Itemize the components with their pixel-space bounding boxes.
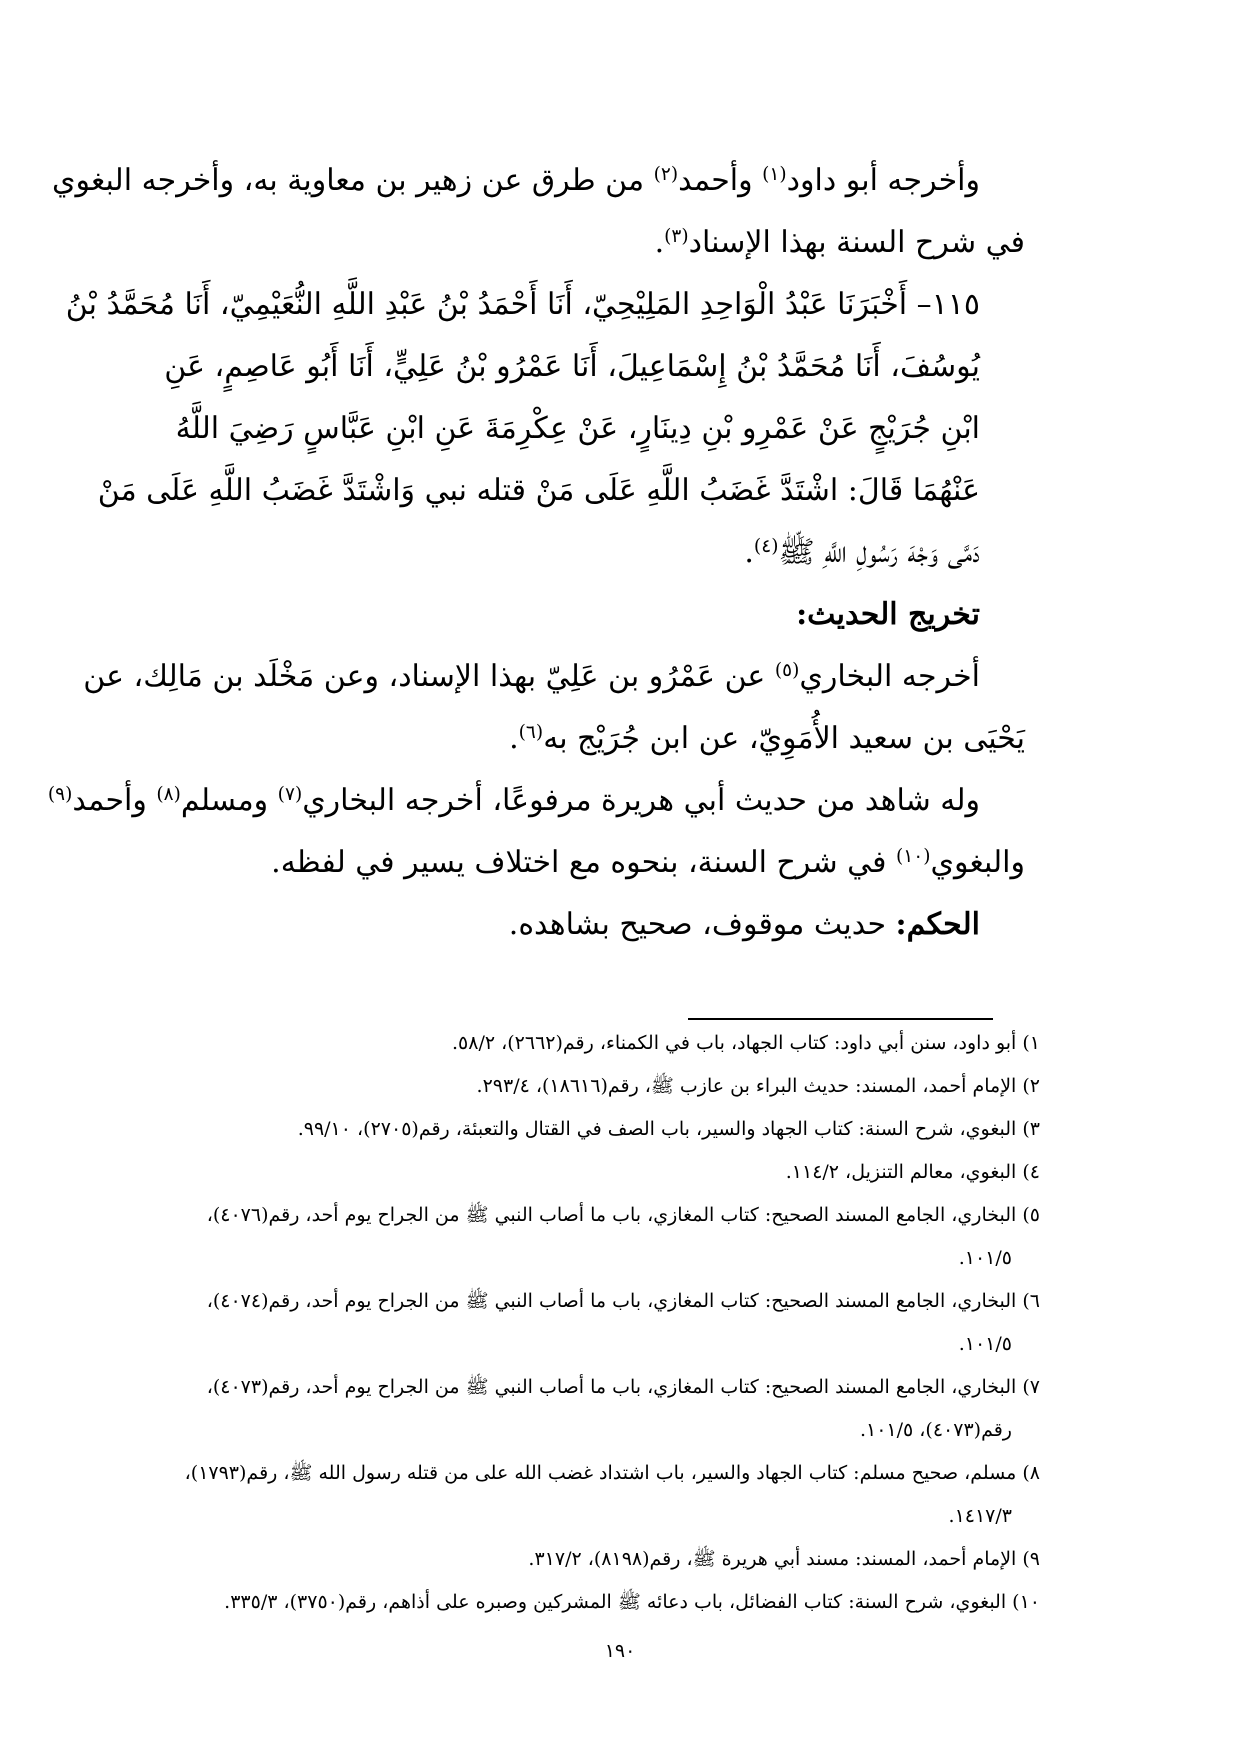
section-heading: تخريج الحديث:	[796, 597, 980, 632]
footnote-ref[interactable]: (٩)	[47, 783, 73, 805]
footnote-item: ٢) الإمام أحمد، المسند: حديث البراء بن عازب ﷺ، رقم(١٨٦١٦)، ٢٩٣/٤.	[476, 1075, 1040, 1097]
footnote-ref[interactable]: (٥)	[774, 659, 800, 681]
footnote-item: ٣) البغوي، شرح السنة: كتاب الجهاد والسير، باب الصف في القتال والتعبئة، رقم(٢٧٠٥)، ٩٩/١٠.	[297, 1118, 1040, 1140]
footnote-continuation: ١٤١٧/٣.	[948, 1505, 1012, 1527]
footnotes	[140, 1022, 1040, 1624]
ruling-label: الحكم:	[895, 907, 980, 942]
footnote-item: ١) أبو داود، سنن أبي داود: كتاب الجهاد، باب في الكمناء، رقم(٢٦٦٢)، ٥٨/٢.	[451, 1032, 1040, 1054]
ruling-text: حديث موقوف، صحيح بشاهده.	[508, 907, 896, 942]
footnote-ref[interactable]: (٢)	[653, 163, 679, 185]
footnote-item: ١٠) البغوي، شرح السنة: كتاب الفضائل، باب دعائه ﷺ المشركين وصبره على أذاهم، رقم(٣٧٥٠)، ٣٣٥/٣.	[224, 1591, 1040, 1613]
ruling-line	[145, 894, 1025, 956]
paragraph-line: في شرح السنة بهذا الإسناد$^{(٣)}$.	[654, 225, 1025, 260]
footnote-ref[interactable]: (٦)	[518, 721, 544, 743]
footnote-item: ٦) البخاري، الجامع المسند الصحيح: كتاب المغازي، باب ما أصاب النبي ﷺ من الجراح يوم أحد، رقم(٤٠٧٤)،	[206, 1290, 1040, 1312]
footnote-ref[interactable]: (٨)	[156, 783, 181, 805]
footnote-ref[interactable]: (٣)	[664, 225, 689, 247]
footnote-item: ٩) الإمام أحمد، المسند: مسند أبي هريرة ﷺ، رقم(٨١٩٨)، ٣١٧/٢.	[528, 1548, 1040, 1570]
footnote-divider	[688, 1018, 993, 1020]
hadith-line: ١١٥– أَخْبَرَنَا عَبْدُ الْوَاحِدِ المَلِيْحِيّ، أَنَا أَحْمَدُ بْنُ عَبْدِ اللَّهِ النُّعَيْمِيّ، أَنَا مُحَمَّدُ بْنُ	[65, 287, 980, 322]
footnote-ref[interactable]: (٤)	[753, 535, 779, 557]
hadith-line: ابْنِ جُرَيْجٍ عَنْ عَمْرِو بْنِ دِينَارٍ، عَنْ عِكْرِمَةَ عَنِ ابْنِ عَبَّاسٍ رَضِيَ اللَّهُ	[175, 411, 980, 446]
main-text	[47, 150, 1025, 956]
paragraph-line: وأخرجه أبو داود$^{(١)}$ وأحمد$^{(٢)}$ من طرق عن زهير بن معاوية به، وأخرجه البغوي	[52, 163, 980, 198]
footnote-ref[interactable]: (٧)	[277, 783, 303, 805]
footnote-ref[interactable]: (١)	[762, 163, 787, 185]
footnote-continuation: ١٠١/٥.	[958, 1333, 1012, 1355]
hadith-line: عَنْهُمَا قَالَ: اشْتَدَّ غَضَبُ اللَّهِ عَلَى مَنْ قتله نبي وَاشْتَدَّ غَضَبُ اللَّهِ عَلَى مَنْ	[97, 473, 980, 508]
footnote-continuation: ١٠١/٥.	[958, 1247, 1012, 1269]
paragraph-line: وله شاهد من حديث أبي هريرة مرفوعًا، أخرجه البخاري$^{(٧)}$ ومسلم$^{(٨)}$ وأحمد$^{(٩)}$	[47, 783, 980, 818]
paragraph-line: والبغوي$^{(١٠)}$ في شرح السنة، بنحوه مع اختلاف يسير في لفظه.	[271, 845, 1025, 880]
footnote-continuation: رقم(٤٠٧٣)، ١٠١/٥.	[859, 1419, 1012, 1441]
footnote-item: ٥) البخاري، الجامع المسند الصحيح: كتاب المغازي، باب ما أصاب النبي ﷺ من الجراح يوم أحد، رقم(٤٠٧٦)،	[206, 1204, 1040, 1226]
footnote-ref[interactable]: (١٠)	[896, 845, 931, 867]
paragraph-line: أخرجه البخاري$^{(٥)}$ عن عَمْرُو بن عَلِيّ بهذا الإسناد، وعن مَخْلَد بن مَالِك، عن	[83, 659, 980, 694]
footnote-item: ٧) البخاري، الجامع المسند الصحيح: كتاب المغازي، باب ما أصاب النبي ﷺ من الجراح يوم أحد، رقم(٤٠٧٣)،	[206, 1376, 1040, 1398]
hadith-line: يُوسُفَ، أَنَا مُحَمَّدُ بْنُ إِسْمَاعِيلَ، أَنَا عَمْرُو بْنُ عَلِيٍّ، أَنَا أَبُو عَاصِمٍ، عَنِ	[164, 349, 980, 384]
page-number: ١٩٠	[604, 1640, 636, 1662]
footnote-item: ٨) مسلم، صحيح مسلم: كتاب الجهاد والسير، باب اشتداد غضب الله على من قتله رسول الله ﷺ، رقم(١٧٩٣)،	[184, 1462, 1040, 1484]
footnote-item: ٤) البغوي، معالم التنزيل، ١١٤/٢.	[785, 1161, 1040, 1183]
paragraph-line: يَحْيَى بن سعيد الأُمَوِيّ، عن ابن جُرَيْج به$^{(٦)}$.	[509, 721, 1025, 756]
hadith-line: دَمَّى وَجْهَ رَسُولِ اللَّهِ ﷺ$^{(٤)}$.	[744, 535, 980, 570]
